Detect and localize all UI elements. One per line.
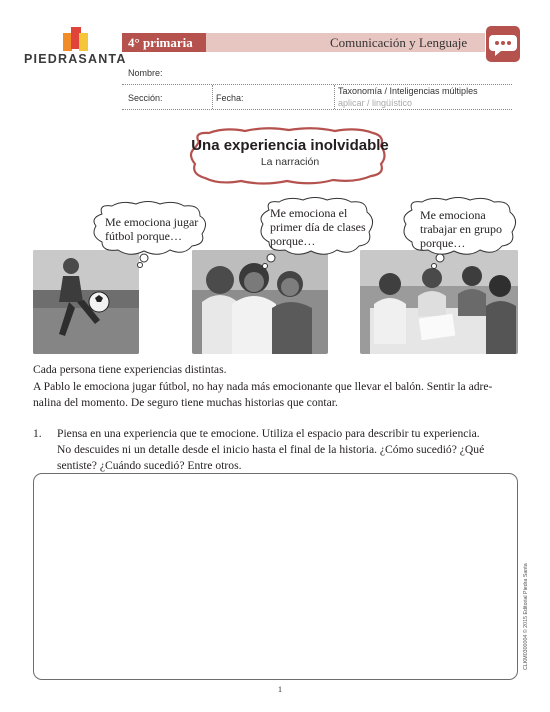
paragraph-line-1: A Pablo le emociona jugar fútbol, no hay nada más emocionante que llevar el balón. Sentir la adre- [33, 380, 493, 393]
paragraph-line-2: nalina del momento. De seguro tiene muchas historias que contar. [33, 396, 338, 409]
answer-box[interactable] [33, 473, 518, 680]
bubble-2-line-2: primer día de clases [270, 220, 366, 234]
instruction-number: 1. [33, 427, 42, 440]
instruction-line-1: Piensa en una experiencia que te emocione. Utiliza el espacio para describir tu experiencia. [57, 427, 480, 440]
instruction-line-2: No descuides ni un detalle desde el inicio hasta el final de la historia. ¿Cómo sucedió? ¿Qué [57, 443, 485, 456]
field-divider-2 [334, 85, 335, 109]
section-line[interactable] [122, 109, 512, 110]
bubble-2-line-1: Me emociona el [270, 206, 348, 220]
instruction-line-3: sentiste? ¿Cuándo sucedió? Entre otros. [57, 459, 242, 472]
bubble-3-line-3: porque… [420, 236, 466, 250]
bubble-1-line-2: fútbol porque… [105, 229, 182, 243]
page-number: 1 [277, 684, 283, 694]
speech-bubble-icon [485, 25, 521, 63]
bubble-2-line-3: porque… [270, 234, 316, 248]
thought-bubble-1 [88, 200, 210, 270]
name-line[interactable] [122, 84, 512, 85]
name-label: Nombre: [128, 68, 163, 78]
date-label: Fecha: [216, 93, 244, 103]
field-divider-1 [212, 85, 213, 109]
thought-bubble-3 [398, 196, 520, 276]
intro-text: Cada persona tiene experiencias distintas. [33, 363, 227, 376]
grade-label: 4° primaria [128, 35, 193, 50]
bubble-1-line-1: Me emociona jugar [105, 215, 199, 229]
taxonomy-label: Taxonomía / Inteligencias múltiples [338, 86, 478, 96]
brand-name: PIEDRASANTA [24, 52, 127, 66]
thought-bubble-2 [255, 196, 377, 276]
taxonomy-value: aplicar / lingüístico [338, 98, 413, 108]
page-title: Una experiencia inolvidable [191, 137, 389, 154]
side-code: CLKM0300004 © 2015 Editorial Piedra Santa [523, 563, 529, 670]
publisher-logo-icon [63, 27, 89, 55]
bubble-3-line-2: trabajar en grupo [420, 222, 502, 236]
section-label: Sección: [128, 93, 163, 103]
bubble-3-line-1: Me emociona [420, 208, 486, 222]
subject-label: Comunicación y Lenguaje [330, 35, 468, 50]
page-subtitle: La narración [260, 156, 320, 168]
